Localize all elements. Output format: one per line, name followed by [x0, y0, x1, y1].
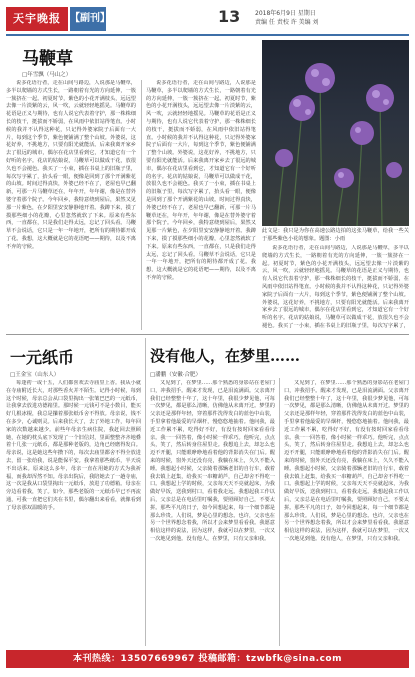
article1-body: 说多花语行者，走在山间与路边，人说那是马鞭草，多半以爬墙的方式生长，一路朝着有光的方向延伸，一簇一簇挤在一起。初夏时节，紫色的小花开满枝头，远远望去像一片淡紫的云，风一吹，云就轻轻地摇晃。马鞭草的花语是正义与期待，也有人说它代表着守护，那一株株细长的枝干，挺拔而不娇弱，在风雨中依旧站得笔直。小时候的我并不认得这种花，只记得外婆家院子后面有一大片，每到这个季节，紫色便铺满了整个山坡。外婆说，这花好养，不挑地方，只要有阳光就能活。后来我离开家乡去了很远的城市，偶尔在花店里看到它，才知道它有一个好听的名字。花店的姑娘说，马鞭草可以做成干花，放很久也不会褪色。我买了一小束，插在书桌上的旧瓶子里，每次写字累了，抬头看一眼，便像是回到了那个开满紫花的山坡。时间过得真快，外婆已经不在了，老屋也早已翻新，可那一片马鞭草还在，年年开，年年谢，像是在替外婆守着那个院子。今年回乡，我特意绕到屋后，果然又见那一片紫色，在夕阳里安安静静地开着。我蹲下来，摸了摸那些细小的花瓣，心里忽然就软了下来。原来有些东西，一直都在，只是我们走得太远，忘记了回头看。马鞭草不会说话，它只是一年一年地开，把所有的期待都开成了花。我想，这大概就是它的花语吧——期待，以及不离不弃的守候。 [6, 80, 136, 250]
footer-banner: 本刊热线：13507669967 投稿邮箱：tzwbfk@sina.com [6, 650, 409, 668]
header-info [255, 9, 319, 27]
article1-body-cont: 说多花语行者，走在山间与路边，人说那是马鞭草，多半以爬墙的方式生长，一路朝着有光的方向延伸，一簇一簇挤在一起。初夏时节，紫色的小花开满枝头，远远望去像一片淡紫的云，风一吹，云就轻轻地摇晃。马鞭草的花语是正义与期待，也有人说它代表着守护，那一株株细长的枝干，挺拔而不娇弱，在风雨中依旧站得笔直。小时候的我并不认得这种花，只记得外婆家院子后面有一大片，每到这个季节，紫色便铺满了整个山坡。外婆说，这花好养，不挑地方，只要有阳光就能活。后来我离开家乡去了很远的城市，偶尔在花店里看到它，才知道它有一个好听的名字。花店的姑娘说，马鞭草可以做成干花，放很久也不会褪色。我买了一小束，插在书桌上的旧瓶子里，每次写字累了，抬头看一眼，便像是回到了那个开满紫花的山坡。时间过得真快，外婆已经不在了，老屋也早已翻新，可那一片马鞭草还在，年年开，年年谢，像是在替外婆守着那个院子。今年回乡，我特意绕到屋后，果然又见那一片紫色，在夕阳里安安静静地开着。我蹲下来，摸了摸那些细小的花瓣，心里忽然就软了下来。原来有些东西，一直都在，只是我们走得太远，忘记了回头看。马鞭草不会说话，它只是一年一年地开，把所有的期待都开成了花。我想，这大概就是它的花语吧——期待，以及不离不弃的守候。 [146, 80, 256, 281]
section-label: 【副刊】 [70, 7, 106, 31]
article3-col1 [150, 380, 275, 646]
article1-body-end: 说多花语行者，走在山间与路边，人说那是马鞭草，多半以爬墙的方式生长，一路朝着有光的方向延伸，一簇一簇挤在一起。初夏时节，紫色的小花开满枝头，远远望去像一片淡紫的云，风一吹，云就轻轻地摇晃。马鞭草的花语是正义与期待，也有人说它代表着守护，那一株株细长的枝干，挺拔而不娇弱，在风雨中依旧站得笔直。小时候的我并不认得这种花，只记得外婆家院子后面有一大片，每到这个季节，紫色便铺满了整个山坡。外婆说，这花好养，不挑地方，只要有阳光就能活。后来我离开家乡去了很远的城市，偶尔在花店里看到它，才知道它有一个好听的名字。花店的姑娘说，马鞭草可以做成干花，放很久也不会褪色。我买了一小束，插在书桌上的旧瓶子里，每次写字累了， [262, 245, 409, 329]
article2-byline: □王金宝（山东人） [10, 372, 60, 378]
article3-body-cont: 又见到了，在梦里……那个熟悉的身影站在老屋门口，冲我招手。醒来才发现，已是泪流满面。父亲离开我们已经整整十年了，这十年里，我很少梦见他，可每一次梦见，都是那么清晰，仿佛他从未离开过。梦里的父亲还是那样年轻，穿着那件洗得发白的蓝色中山装，手里拿着他最爱的旱烟杆，慢悠悠地抽着。他问我，最近工作累不累，吃得好不好，有没有按时回家看看母亲。我一一回答着，像小时候一样乖巧。他听完，点点头，笑了，然后转身往屋里走。我想追上去，却怎么也迈不开腿，只能眼睁睁地看着他的背影消失在门后。醒来的时候，窗外天还没有亮，我躺在床上，久久不能入睡。我想起小时候，父亲骑着那辆老旧的自行车，载着我去镇上赶集，给我买一串糖葫芦，自己却舍不得吃一口。我想起上学的时候，父亲每天天不亮就起床，为我做好早饭，送我到村口，看着我走远。我想起我工作以后，父亲总是在电话里叮嘱我，要照顾好自己，不要太拼。那些平凡的日子，如今回想起来，每一个细节都是那么珍贵。人们说，梦是心里的想念。也许，父亲也在另一个世界想念着我，所以才会来梦里看看我。我愿意相信这样的说法，因为这样，我就可以在梦里，一次又一次地见到他。没有他人，在梦里，只有父亲和我。 [284, 380, 409, 542]
article2-title: 一元纸币 [10, 348, 75, 367]
article3-byline: □潘鹏（安徽·合肥） [150, 372, 201, 378]
article1-byline: □年雪飘（马山之） [22, 72, 72, 78]
verbena-flowers-illustration [262, 40, 409, 226]
masthead [6, 7, 110, 31]
article3-title: 没有他人，在梦里…… [150, 347, 301, 365]
column-divider [141, 80, 142, 330]
column-divider-2 [145, 338, 146, 646]
article2-column [6, 380, 141, 646]
article3-col2 [284, 380, 409, 646]
header-rule [6, 34, 409, 36]
article2-body: 每逢初一或十五，人们都喜欢去寺庙里上香。我从小就在寺庙附近长大，对那些香火并不陌生。记得小时候，每到这个时候，母亲总会从口袋里掏出一张皱巴巴的一元纸币，让我拿去放进功德箱里。那时候一元钱可不是小数目，能买好几根冰棍，我总是攥着那张纸币舍不得放。母亲说，钱不在多少，心诚则灵。后来我长大了，去了外地工作，每年回家的次数越来越少。前些年母亲生病住院，我赶回去照顾她，在她的枕头底下发现了一个旧信封，里面整整齐齐地叠着十几张一元纸币，都是那种老版的，边角已经磨得发白。母亲说，这是她这些年攒下的，每次去庙里都舍不得全放进去，留一张给我，说是能保平安。我拿着那些纸币，半天说不出话来。原来这么多年，母亲一直在用她的方式为我祈福，而我却浑然不知。母亲出院后，我陪她去了一趟寺庙，这一次是我从口袋里掏出一元纸币，放进了功德箱。母亲在旁边看着我，笑了。如今，那些老版的一元纸币早已不再流通，可我一直把它们夹在书里，偶尔翻出来看看，就像看到了母亲那双温暖的手。 [6, 380, 141, 511]
section-divider [6, 334, 409, 335]
article3-body: 又见到了，在梦里……那个熟悉的身影站在老屋门口，冲我招手。醒来才发现，已是泪流满面。父亲离开我们已经整整十年了，这十年里，我很少梦见他，可每一次梦见，都是那么清晰，仿佛他从未离开过。梦里的父亲还是那样年轻，穿着那件洗得发白的蓝色中山装，手里拿着他最爱的旱烟杆，慢悠悠地抽着。他问我，最近工作累不累，吃得好不好，有没有按时回家看看母亲。我一一回答着，像小时候一样乖巧。他听完，点点头，笑了，然后转身往屋里走。我想追上去，却怎么也迈不开腿，只能眼睁睁地看着他的背影消失在门后。醒来的时候，窗外天还没有亮，我躺在床上，久久不能入睡。我想起小时候，父亲骑着那辆老旧的自行车，载着我去镇上赶集，给我买一串糖葫芦，自己却舍不得吃一口。我想起上学的时候，父亲每天天不亮就起床，为我做好早饭，送我到村口，看着我走远。我想起我工作以后，父亲总是在电话里叮嘱我，要照顾好自己，不要太拼。那些平凡的日子，如今回想起来，每一个细节都是那么珍贵。人们说，梦是心里的想念。也许，父亲也在另一个世界想念着我，所以才会来梦里看看我。我愿意相信这样的说法，因为这样，我就可以在梦里，一次又一次地见到他。没有他人，在梦里，只有父亲和我。 [150, 380, 275, 542]
column-divider-3 [279, 378, 280, 646]
article1-title: 马鞭草 [22, 49, 73, 69]
article1-col3 [262, 245, 409, 330]
editor-line: 责编 任 责校 许 美编 刘 [255, 19, 319, 26]
article1-col1 [6, 80, 136, 330]
photo-caption: 此文是：我只是为你在高速公路边拍的这张马鞭草，给我一些关于那些紫色小花的想象。题图：小雨 [262, 228, 409, 242]
page-number: 13 [218, 7, 241, 26]
verbena-photo [262, 40, 409, 226]
newspaper-logo: 天宇晚报 [6, 7, 68, 31]
article1-col2 [146, 80, 256, 330]
date-line: 2018年6月9日 星期日 [255, 10, 316, 17]
